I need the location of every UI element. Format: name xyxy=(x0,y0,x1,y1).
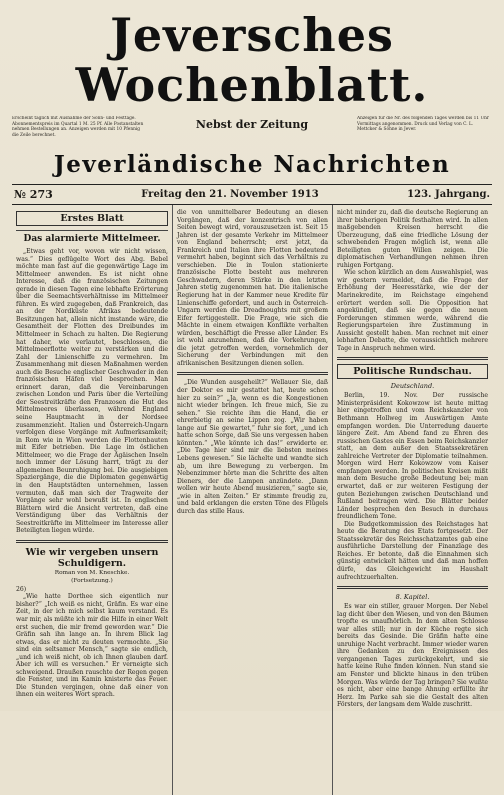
divider xyxy=(16,540,168,543)
novel-byline: Roman von M. Kneschke. xyxy=(54,569,130,576)
divider xyxy=(337,586,488,589)
divider xyxy=(337,357,488,360)
subscription-note: Erscheint täglich mit Ausnahme der Sonn- und Festtage. Abonnementspreis im Quartal 1 M. 25 Pf. Alle Postanstalten nehmen Bestellungen an. Anzeigen werden mit 10 Pfennig die Zeile berechnet. xyxy=(12,116,144,138)
masthead-title: Jeversches Wochenblatt. xyxy=(75,8,429,112)
article-title: Das alarmierte Mittelmeer. xyxy=(23,234,161,244)
article-continuation: nicht minder zu, daß die deutsche Regierung an ihrer bisherigen Politik festhalten wird. In allen maßgebenden Kreisen herrscht die Überzeugung, daß eine friedliche Lösung der schwebenden Fragen möglich ist, wenn alle Beteiligten guten Willen zeigen. Die diplomatischen Verhandlungen nehmen ihren ruhigen Fortgang. xyxy=(337,209,488,269)
novel-continuation: (Fortsetzung.) xyxy=(71,577,113,584)
divider xyxy=(177,372,328,375)
article-body: „Etwas geht vor, wovon wir nicht wissen, was.“ Dies geflügelte Wort des Abg. Bebel möchte man fast auf die gegenwärtige Lage im Mittelmeer anwenden. Es ist nicht ohne Interesse, daß die französischen Zeitungen gerade in diesen Tagen eine lebhafte Erörterung über die Seemachtsverhältnisse im Mittelmeer führen. Es wird zugegeben, daß Frankreich, das an der Nordküste Afrikas bedeutende Besitzungen hat, allein nicht imstande wäre, die Gesamtheit der Flotten des Dreibundes im Mittelmeer in Schach zu halten. Die Regierung hat daher, wie verlautet, beschlossen, die Mittelmeerflotte weiter zu verstärken und die Zahl der Linienschiffe zu vermehren. Im Zusammenhang mit diesen Maßnahmen werden auch die Besuche englischer Geschwader in den französischen Häfen viel besprochen. Man erinnert daran, daß die Vereinbarungen zwischen London und Paris über die Verteilung der Seestreitkräfte den Franzosen die Hut des Mittelmeeres überlassen, während England seine Hauptmacht in der Nordsee zusammenzieht. Italien und Österreich-Ungarn verfolgen diese Vorgänge mit Aufmerksamkeit; in Rom wie in Wien werden die Flottenbauten mit Eifer betrieben. Die Lage im östlichen Mittelmeer, wo die Frage der Ägäischen Inseln noch immer der Lösung harrt, trägt zu der allgemeinen Beunruhigung bei. Die ausgiebigen Spaziergänge, die die Diplomaten gegenwärtig in den Hauptstädten unternehmen, lassen vermuten, daß man sich der Tragweite der Vorgänge sehr wohl bewußt ist. In englischen Blättern wird die Ansicht vertreten, daß eine Verständigung über das Verhältnis der Seestreitkräfte im Mittelmeer im Interesse aller Beteiligten liegen würde. xyxy=(16,248,168,535)
column-1 xyxy=(12,205,172,795)
advertising-note: Anzeigen für die Nr. des folgenden Tages werden bis 11 Uhr Vormittags angenommen. Druck und Verlag von C. L. Mettcker & Söhne in Jever. xyxy=(357,116,489,133)
novel-body-continued: „Die Wunden ausgeheilt?“ Wellauer Sie, daß der Doktor es mir gestattet hat, heute schon hier zu sein?“ „Ja, wenn es die Kongestionen nicht wieder bringen. Ich freue mich, Sie zu sehen.“ Sie reichte ihm die Hand, die er ehrerbietig an seine Lippen zog. „Wir haben lange auf Sie gewartet,“ fuhr sie fort, „und ich hatte schon Sorge, daß Sie uns vergessen haben könnten.“ „Wie könnte ich das!“ erwiderte er. „Die Tage hier sind mir die liebsten meines Lebens gewesen.“ Sie lächelte und wandte sich ab, um ihre Bewegung zu verbergen. Im Nebenzimmer hörte man die Schritte des alten Dieners, der die Lampen anzündete. „Dann wollen wir heute Abend musizieren,“ sagte sie, „wie in alten Zeiten.“ Er stimmte freudig zu, und bald erklangen die ersten Töne des Flügels durch das stille Haus. xyxy=(177,379,328,515)
columns xyxy=(12,205,492,795)
section-heading: Erstes Blatt xyxy=(16,211,168,226)
supplement-title: Jeverländische Nachrichten xyxy=(53,151,451,178)
issue-date: Freitag den 21. November 1913 xyxy=(141,189,319,200)
subsection-heading: Deutschland. xyxy=(390,382,435,391)
novel-number: 26) xyxy=(16,585,27,593)
supplement-label: Nebst der Zeitung xyxy=(195,118,309,131)
dateline xyxy=(12,184,492,205)
chapter-heading: 8. Kapitel. xyxy=(395,593,430,602)
news-body: Berlin, 19. Nov. Der russische Ministerpräsident Kokowzow ist heute mittag hier eingetroffen und vom Reichskanzler von Bethmann Hollweg im Auswärtigen Amte empfangen worden. Die Unterredung dauerte längere Zeit. Am Abend fand zu Ehren des russischen Gastes ein Essen beim Reichskanzler statt, an dem außer den Staatssekretären zahlreiche Vertreter der Diplomatie teilnahmen. Morgen wird Herr Kokowzow vom Kaiser empfangen werden. In politischen Kreisen mißt man dem Besuche große Bedeutung bei; man erwartet, daß er zur weiteren Festigung der guten Beziehungen zwischen Deutschland und Rußland beitragen wird. Die Blätter beider Länder besprechen den Besuch in durchaus freundlichem Tone. xyxy=(337,392,488,521)
section-heading: Politische Rundschau. xyxy=(337,364,488,379)
column-2 xyxy=(172,205,332,795)
news-body: Die Budgetkommission des Reichstages hat heute die Beratung des Etats fortgesetzt. Der Staatssekretär des Reichsschatzamtes gab eine ausführliche Darstellung der Finanzlage des Reiches. Er betonte, daß die Einnahmen sich günstig entwickelt hätten und daß man hoffen dürfe, das Gleichgewicht im Haushalt aufrechtzuerhalten. xyxy=(337,520,488,581)
novel-body: Es war ein stiller, grauer Morgen. Der Nebel lag dicht über den Wiesen, und von den Bäumen tropfte es unaufhörlich. In dem alten Schlosse war alles still; nur in der Küche regte sich bereits das Gesinde. Die Gräfin hatte eine unruhige Nacht verbracht. Immer wieder waren ihre Gedanken zu den Ereignissen des vergangenen Tages zurückgekehrt, und sie hatte keine Ruhe finden können. Nun stand sie am Fenster und blickte hinaus in den trüben Morgen. Was würde der Tag bringen? Sie wußte es nicht, aber eine bange Ahnung erfüllte ihr Herz. Im Parke sah sie die Gestalt des alten Försters, der langsam dem Walde zuschritt. xyxy=(337,603,488,709)
column-3 xyxy=(332,205,492,795)
novel-title: Wie wir vergeben unsern Schuldigern. xyxy=(25,546,159,569)
masthead-subrow xyxy=(12,116,492,146)
issue-number: № 273 xyxy=(14,188,53,201)
article-body: Wie schon kürzlich an dem Auswahlspiel, was wir gestern vermeldet, daß die Frage der Erhöhung der Heeresstärke, wie der der Marinekredite, im Reichstage eingehend erörtert werden soll. Die Opposition hat angekündigt, daß sie gegen die neuen Forderungen stimmen werde, während die Regierungsparteien ihre Zustimmung in Aussicht gestellt haben. Man rechnet mit einer lebhaften Debatte, die voraussichtlich mehrere Tage in Anspruch nehmen wird. xyxy=(337,269,488,352)
volume-number: 123. Jahrgang. xyxy=(407,189,490,200)
novel-body: „Wie hatte Dorthee sich eigentlich nur bisher?“ „Ich weiß es nicht, Gräfin. Es war eine Zeit, in der ich mich selbst kaum verstand. Es war mir, als müßte ich mir die Hilfe in einer Welt erst suchen, die mir fremd geworden war.“ Die Gräfin sah ihn lange an. In ihrem Blick lag etwas, das er nicht zu deuten vermochte. „Sie sind ein seltsamer Mensch,“ sagte sie endlich, „und ich weiß nicht, ob ich Ihnen glauben darf. Aber ich will es versuchen.“ Er verneigte sich schweigend. Draußen rauschte der Regen gegen die Fenster, und im Kamin knisterte das Feuer. Die Stunden vergingen, ohne daß einer von ihnen ein weiteres Wort sprach. xyxy=(16,593,168,699)
article-continuation: die von unmittelbarer Bedeutung an diesen Vorgängen, daß der konzentrisch von allen Seiten bewegt wird, vorauszusetzen ist. Seit 15 Jahren ist der gesamte Verkehr im Mittelmeer von England beherrscht; erst jetzt, da Frankreich und Italien ihre Flotten bedeutend vermehrt haben, beginnt sich das Verhältnis zu verschieben. Die in Toulon stationierte französische Flotte besteht aus mehreren Geschwadern, deren Stärke in den letzten Jahren stetig zugenommen hat. Die italienische Regierung hat in der Kammer neue Kredite für Linienschiffe gefordert, und auch in Österreich-Ungarn werden die Dreadnoughts mit großem Eifer fertiggestellt. Die Frage, wie sich die Mächte in einem etwaigen Konflikte verhalten würden, beschäftigt die Presse aller Länder. Es ist wohl anzunehmen, daß die Vorkehrungen, die jetzt getroffen werden, vornehmlich der Sicherung der Verbindungen mit den afrikanischen Besitzungen dienen sollen. xyxy=(177,209,328,367)
divider xyxy=(16,230,168,231)
